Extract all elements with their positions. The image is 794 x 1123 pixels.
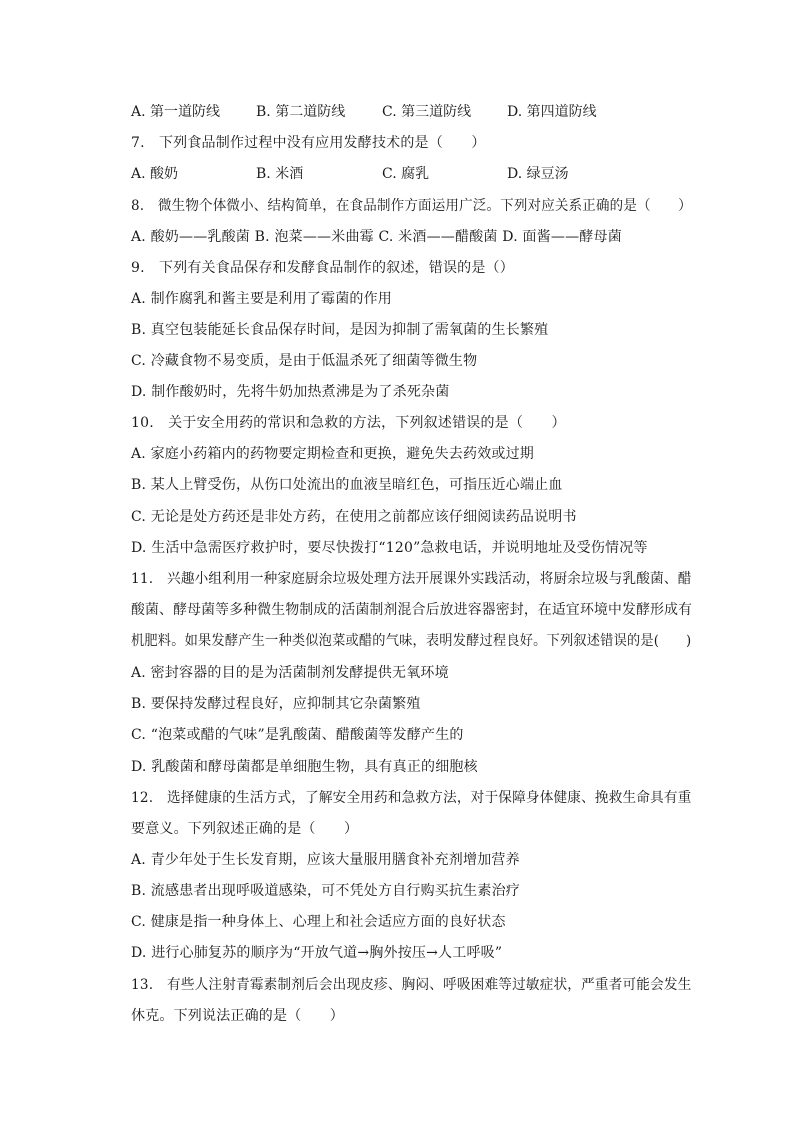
q7-stem: 7. 下列食品制作过程中没有应用发酵技术的是（ ） bbox=[131, 135, 486, 151]
q6-option-c: C. 第三道防线 bbox=[382, 104, 472, 120]
q13-stem-line-2: 休克。下列说法正确的是（ ） bbox=[131, 1008, 344, 1024]
q10-option-a: A. 家庭小药箱内的药物要定期检查和更换，避免失去药效或过期 bbox=[131, 446, 535, 462]
q10-option-c: C. 无论是处方药还是非处方药，在使用之前都应该仔细阅读药品说明书 bbox=[131, 509, 577, 525]
q6-option-d: D. 第四道防线 bbox=[507, 104, 597, 120]
q12-option-a: A. 青少年处于生长发育期，应该大量服用膳食补充剂增加营养 bbox=[131, 852, 520, 868]
q7-option-d: D. 绿豆汤 bbox=[507, 166, 569, 182]
q10-option-d: D. 生活中急需医疗救护时，要尽快拨打“120”急救电话，并说明地址及受伤情况等 bbox=[131, 540, 648, 556]
q9-option-a: A. 制作腐乳和酱主要是利用了霉菌的作用 bbox=[131, 291, 393, 307]
q12-option-d: D. 进行心肺复苏的顺序为“开放气道→胸外按压→人工呼吸” bbox=[131, 945, 503, 961]
q10-stem: 10. 关于安全用药的常识和急救的方法，下列叙述错误的是（ ） bbox=[131, 415, 566, 431]
q6-option-b: B. 第二道防线 bbox=[256, 104, 346, 120]
q11-stem-line-3: 机肥料。如果发酵产生一种类似泡菜或醋的气味，表明发酵过程良好。下列叙述错误的是( ) bbox=[131, 633, 692, 649]
q9-option-c: C. 冷藏食物不易变质，是由于低温杀死了细菌等微生物 bbox=[131, 353, 478, 369]
q11-option-a: A. 密封容器的目的是为活菌制剂发酵提供无氧环境 bbox=[131, 665, 449, 681]
q7-option-c: C. 腐乳 bbox=[382, 166, 430, 182]
q12-stem-line-2: 要意义。下列叙述正确的是（ ） bbox=[131, 821, 359, 837]
q9-option-b: B. 真空包装能延长食品保存时间，是因为抑制了需氧菌的生长繁殖 bbox=[131, 322, 549, 338]
q12-stem-line-1: 12. 选择健康的生活方式，了解安全用药和急救方法，对于保障身体健康、挽救生命具有重 bbox=[131, 790, 692, 806]
q8-options: A. 酸奶——乳酸菌 B. 泡菜——米曲霉 C. 米酒——醋酸菌 D. 面酱——酵母菌 bbox=[131, 229, 622, 245]
q11-option-c: C. “泡菜或醋的气味”是乳酸菌、醋酸菌等发酵产生的 bbox=[131, 727, 464, 743]
q7-option-a: A. 酸奶 bbox=[131, 166, 179, 182]
q12-option-b: B. 流感患者出现呼吸道感染，可不凭处方自行购买抗生素治疗 bbox=[131, 883, 520, 899]
q10-option-b: B. 某人上臂受伤，从伤口处流出的血液呈暗红色，可指压近心端止血 bbox=[131, 477, 563, 493]
q13-stem-line-1: 13. 有些人注射青霉素制剂后会出现皮疹、胸闷、呼吸困难等过敏症状，严重者可能会发生 bbox=[131, 977, 692, 993]
q9-stem: 9. 下列有关食品保存和发酵食品制作的叙述，错误的是（） bbox=[131, 260, 514, 276]
q11-option-d: D. 乳酸菌和酵母菌都是单细胞生物，具有真正的细胞核 bbox=[131, 759, 478, 775]
q9-option-d: D. 制作酸奶时，先将牛奶加热煮沸是为了杀死杂菌 bbox=[131, 384, 450, 400]
q8-stem: 8. 微生物个体微小、结构简单，在食品制作方面运用广泛。下列对应关系正确的是（ ） bbox=[131, 198, 692, 214]
q11-option-b: B. 要保持发酵过程良好，应抑制其它杂菌繁殖 bbox=[131, 696, 421, 712]
q7-option-b: B. 米酒 bbox=[256, 166, 304, 182]
q12-option-c: C. 健康是指一种身体上、心理上和社会适应方面的良好状态 bbox=[131, 914, 506, 930]
q6-option-a: A. 第一道防线 bbox=[131, 104, 221, 120]
q11-stem-line-2: 酸菌、酵母菌等多种微生物制成的活菌制剂混合后放进容器密封，在适宜环境中发酵形成有 bbox=[131, 602, 693, 618]
q11-stem-line-1: 11. 兴趣小组利用一种家庭厨余垃圾处理方法开展课外实践活动，将厨余垃圾与乳酸菌、醋 bbox=[131, 571, 692, 587]
